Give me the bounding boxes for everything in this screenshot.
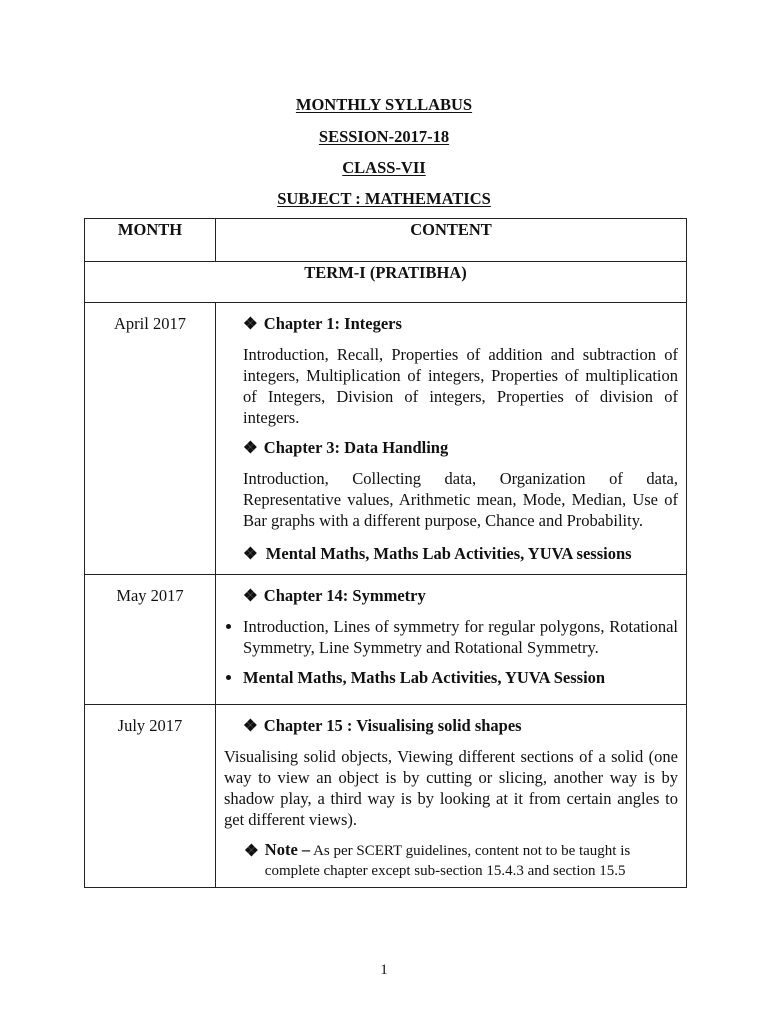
month-cell-july: July 2017	[85, 705, 216, 888]
chapter-heading: ❖ Chapter 15 : Visualising solid shapes	[243, 716, 522, 735]
diamond-bullet-icon: ❖	[243, 314, 258, 333]
title-class: CLASS-VII	[342, 158, 426, 177]
content-cell-may	[216, 575, 687, 705]
chapter-description: Visualising solid objects, Viewing different sections of a solid (one way to view an object is by cutting or slicing, another way is by shadow play, a third way is by looking at it from certain angles to get different views).	[224, 747, 678, 829]
month-cell-may: May 2017	[85, 575, 216, 705]
content-cell-april	[216, 303, 687, 575]
syllabus-table	[84, 218, 687, 888]
table-header-row	[85, 219, 687, 262]
chapter-description: Introduction, Recall, Properties of addition and subtraction of integers, Multiplication of integers, Properties of multiplication of Integers, Division of integers, Properties of division of integers.	[243, 345, 678, 427]
table-row-april	[85, 303, 687, 575]
activities-heading: ❖ Mental Maths, Maths Lab Activities, YUVA sessions	[243, 544, 632, 563]
diamond-bullet-icon: ❖	[244, 841, 259, 860]
month-cell-april: April 2017	[85, 303, 216, 575]
chapter-heading: ❖ Chapter 1: Integers	[243, 314, 402, 333]
column-header-content: CONTENT	[216, 219, 687, 262]
diamond-bullet-icon: ❖	[243, 544, 258, 563]
title-subject: SUBJECT : MATHEMATICS	[277, 189, 491, 208]
content-cell-july	[216, 705, 687, 888]
note-body	[265, 840, 678, 881]
topic-list	[223, 616, 678, 688]
page-number: 1	[380, 962, 388, 978]
table-row-july	[85, 705, 687, 888]
diamond-bullet-icon: ❖	[243, 586, 258, 605]
chapter-heading: ❖ Chapter 3: Data Handling	[243, 438, 449, 457]
column-header-month: MONTH	[85, 219, 216, 262]
title-monthly-syllabus: MONTHLY SYLLABUS	[295, 95, 473, 114]
list-item: • Mental Maths, Maths Lab Activities, YUVA Session	[243, 667, 678, 688]
note-label: Note –	[264, 840, 311, 859]
chapter-heading: ❖ Chapter 14: Symmetry	[243, 586, 426, 605]
title-session: SESSION-2017-18	[318, 127, 450, 146]
table-row-may	[85, 575, 687, 705]
diamond-bullet-icon: ❖	[243, 716, 258, 735]
chapter-description: Introduction, Collecting data, Organization of data, Representative values, Arithmetic mean, Mode, Median, Use of Bar graphs with a different purpose, Chance and Probability.	[243, 469, 678, 530]
note-text: As per SCERT guidelines, content not to be taught is complete chapter except sub-section 15.4.3 and section 15.5	[264, 843, 631, 879]
term-label: TERM-I (PRATIBHA)	[85, 262, 687, 303]
list-item: • Introduction, Lines of symmetry for regular polygons, Rotational Symmetry, Line Symmetry and Rotational Symmetry.	[243, 616, 678, 658]
diamond-bullet-icon: ❖	[243, 438, 258, 457]
note	[244, 840, 678, 881]
term-row	[85, 262, 687, 303]
